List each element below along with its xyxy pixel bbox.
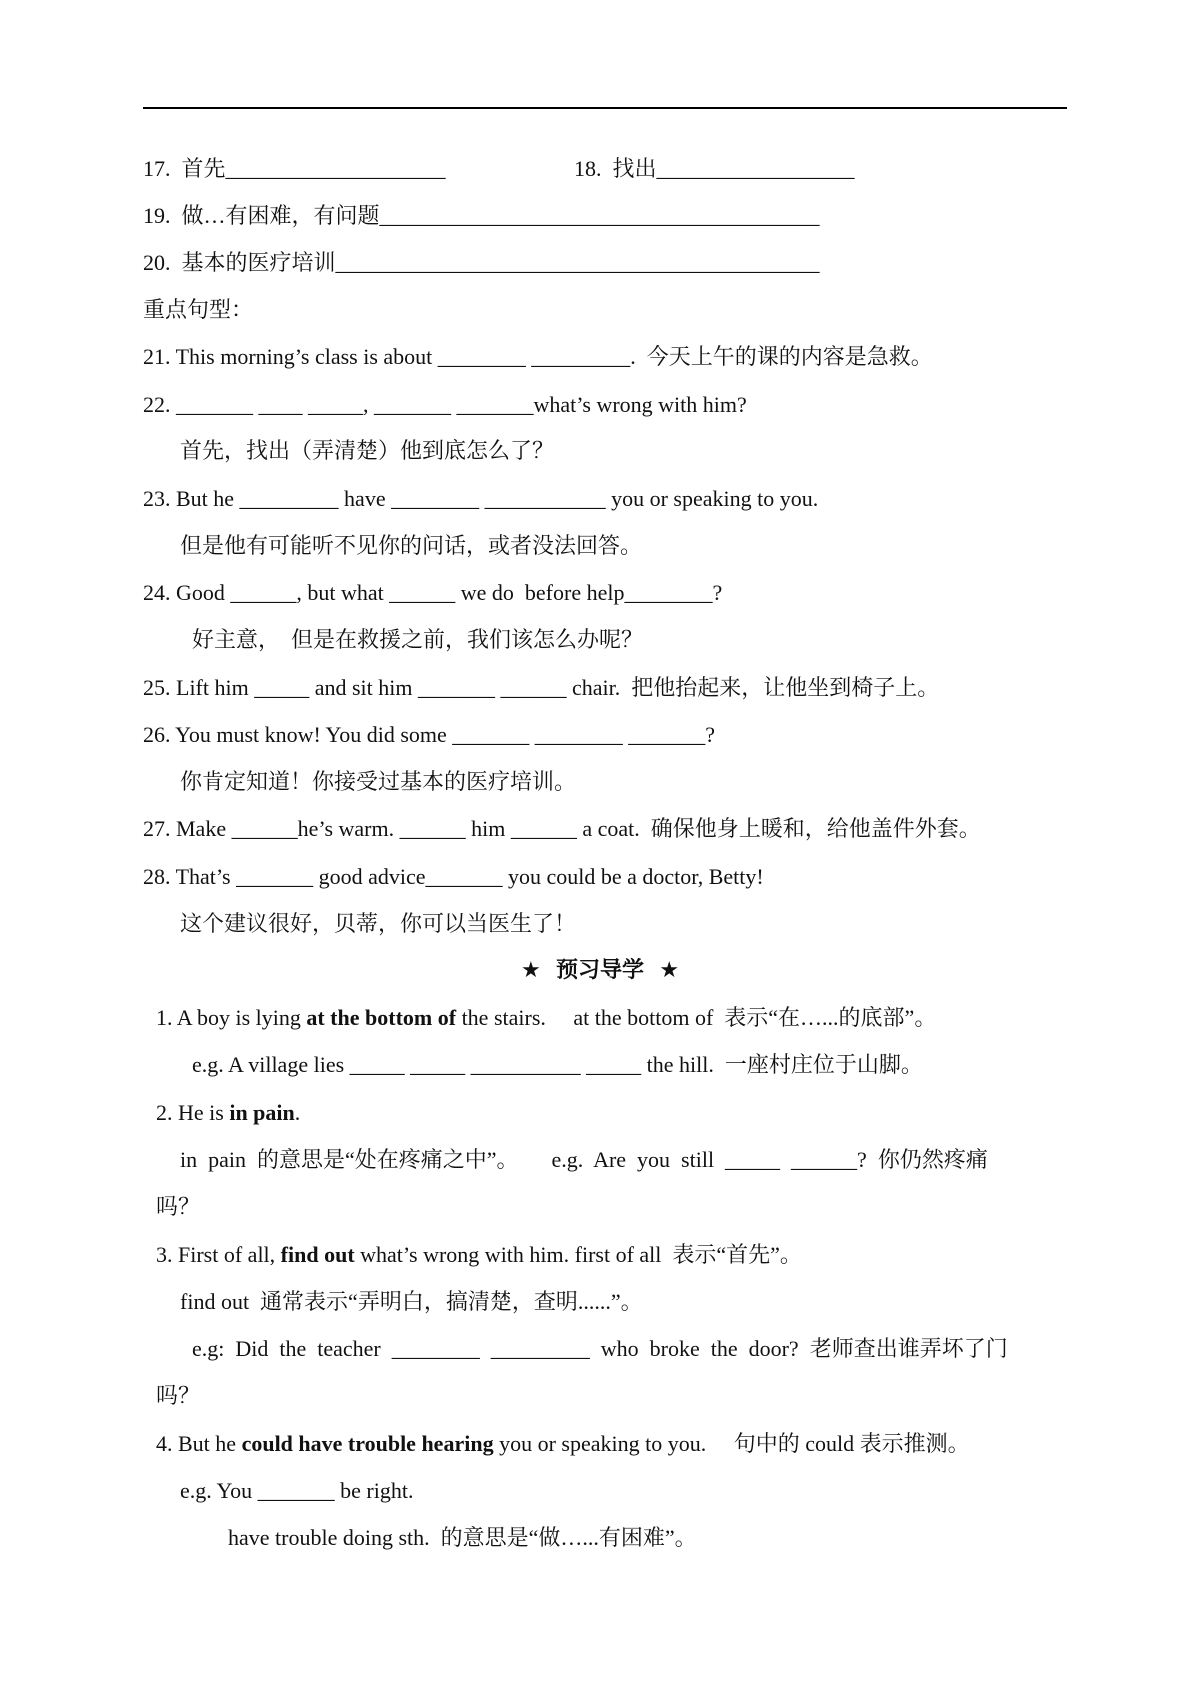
sentence-22: 22. _______ ____ _____, _______ _______what’s wrong with him?	[143, 392, 747, 417]
preview-point-4	[156, 1429, 970, 1459]
preview-point-4-example: e.g. You _______ be right.	[180, 1478, 414, 1503]
preview-point-2	[156, 1098, 300, 1128]
text: what’s wrong with him. first of all 表示“首先”。	[354, 1242, 802, 1267]
sentence-24: 24. Good ______, but what ______ we do before help________?	[143, 580, 723, 605]
sentence-24-translation: 好主意， 但是在救援之前，我们该怎么办呢？	[192, 627, 644, 652]
preview-point-1	[156, 1003, 936, 1033]
preview-point-1-example: e.g. A village lies _____ _____ __________ _____ the hill. 一座村庄位于山脚。	[192, 1052, 923, 1077]
preview-section-title: ★ 预习导学 ★	[520, 958, 680, 983]
sentence-27: 27. Make ______he’s warm. ______ him ______ a coat. 确保他身上暖和，给他盖件外套。	[143, 816, 981, 841]
text: 1. A boy is lying	[156, 1005, 307, 1030]
sentence-28-translation: 这个建议很好，贝蒂，你可以当医生了！	[180, 911, 577, 936]
keyphrase: at the bottom of	[306, 1005, 457, 1030]
text: 3. First of all,	[156, 1242, 281, 1267]
sentence-23: 23. But he _________ have ________ ___________ you or speaking to you.	[143, 486, 819, 511]
sentence-28: 28. That’s _______ good advice_______ you could be a doctor, Betty!	[143, 864, 764, 889]
preview-point-4-note: have trouble doing sth. 的意思是“做…...有困难”。	[228, 1525, 697, 1550]
vocab-item-20: 20. 基本的医疗培训____________________________________________	[143, 250, 820, 275]
sentence-21: 21. This morning’s class is about ________ _________. 今天上午的课的内容是急救。	[143, 344, 933, 369]
sentence-26-translation: 你肯定知道！你接受过基本的医疗培训。	[180, 769, 577, 794]
sentence-25: 25. Lift him _____ and sit him _______ ______ chair. 把他抬起来，让他坐到椅子上。	[143, 675, 940, 700]
preview-point-3-example: e.g: Did the teacher ________ _________ who broke the door? 老师查出谁弄坏了门	[192, 1336, 1008, 1361]
text: .	[294, 1100, 301, 1125]
preview-point-3	[156, 1240, 802, 1270]
preview-point-2-note: in pain 的意思是“处在疼痛之中”。 e.g. Are you still _____ ______? 你仍然疼痛	[180, 1147, 988, 1172]
keyphrase: could have trouble hearing	[241, 1431, 494, 1456]
vocab-item-19: 19. 做…有困难，有问题________________________________________	[143, 203, 820, 228]
text: 2. He is	[156, 1100, 230, 1125]
preview-point-3-example-cont: 吗？	[156, 1383, 201, 1408]
sentence-23-translation: 但是他有可能听不见你的问话，或者没法回答。	[180, 533, 643, 558]
text: the stairs. at the bottom of 表示“在…...的底部”。	[456, 1005, 937, 1030]
text: you or speaking to you. 句中的 could 表示推测。	[493, 1431, 970, 1456]
keyphrase: in pain	[229, 1100, 295, 1125]
preview-point-3-note: find out 通常表示“弄明白，搞清楚，查明......”。	[180, 1289, 643, 1314]
header-rule	[143, 107, 1067, 109]
vocab-item-17: 17. 首先____________________	[143, 156, 446, 181]
preview-point-2-note-cont: 吗？	[156, 1194, 201, 1219]
vocab-item-18: 18. 找出__________________	[574, 156, 855, 181]
keyphrase: find out	[280, 1242, 355, 1267]
sentence-26: 26. You must know! You did some _______ ________ _______?	[143, 722, 716, 747]
text: 4. But he	[156, 1431, 242, 1456]
sentence-22-translation: 首先，找出（弄清楚）他到底怎么了？	[180, 438, 555, 463]
key-sentences-heading: 重点句型：	[143, 297, 254, 322]
